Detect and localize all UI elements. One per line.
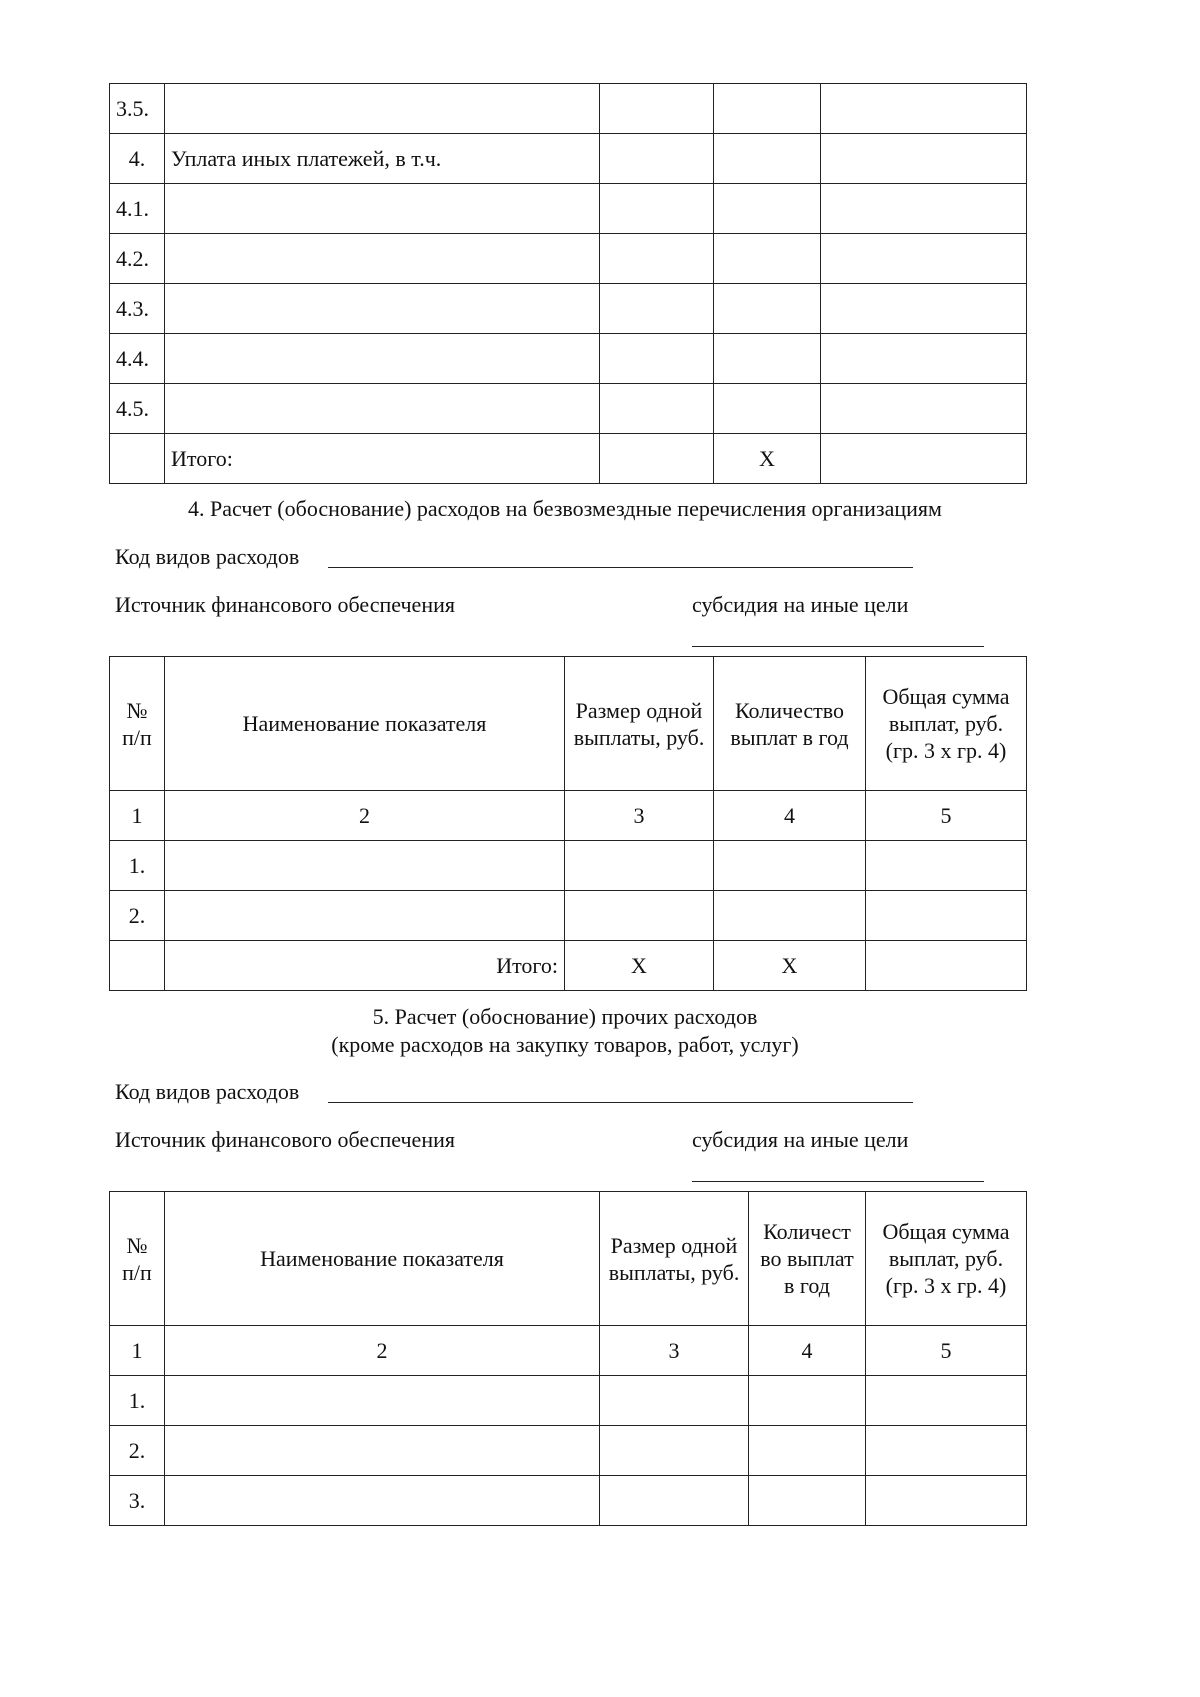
row-name [165,184,600,234]
section5-title-line2: (кроме расходов на закупку товаров, работ, услуг) [331,1032,799,1057]
row-number [110,434,165,484]
row-number: 4.1. [110,184,165,234]
header-total: Общая сумма выплат, руб. (гр. 3 x гр. 4) [866,657,1027,791]
section4-code-label: Код видов расходов [115,544,300,569]
table-row [110,134,1027,184]
column-number-row [110,791,1027,841]
table-row [110,284,1027,334]
total-cell: X [714,434,821,484]
table-row [110,1376,1027,1426]
table-header-row [110,1192,1027,1326]
row-cell [821,184,1027,234]
section5-title-line1: 5. Расчет (обоснование) прочих расходов [372,1004,758,1029]
row-cell [821,84,1027,134]
table-top [109,83,1027,484]
column-number: 4 [714,791,866,841]
row-cell [600,134,714,184]
header-name: Наименование показателя [165,1192,600,1326]
row-cell [821,334,1027,384]
row-cell [600,84,714,134]
total-cell [866,941,1027,991]
row-cell [714,84,821,134]
section5-source-label: Источник финансового обеспечения [115,1127,455,1152]
row-cell [821,234,1027,284]
row-cell [714,891,866,941]
row-name [165,841,565,891]
row-cell [866,1476,1027,1526]
section4-table [109,656,1027,991]
row-name [165,284,600,334]
row-cell [600,1476,749,1526]
column-number: 4 [749,1326,866,1376]
section5-table [109,1191,1027,1526]
total-row [110,941,1027,991]
column-number: 1 [110,1326,165,1376]
row-cell [714,841,866,891]
header-count: Количество выплат в год [714,657,866,791]
row-name [165,334,600,384]
row-name [165,1426,600,1476]
row-name [165,84,600,134]
row-number: 2. [110,891,165,941]
row-name [165,384,600,434]
row-number: 4.5. [110,384,165,434]
row-cell [866,841,1027,891]
row-number: 3.5. [110,84,165,134]
table-row [110,234,1027,284]
column-number: 2 [165,1326,600,1376]
total-cell: X [565,941,714,991]
row-cell [714,284,821,334]
row-cell [600,334,714,384]
row-cell [749,1426,866,1476]
column-number: 5 [866,791,1027,841]
row-number: 1. [110,1376,165,1426]
row-cell [600,184,714,234]
total-label: Итого: [165,434,600,484]
row-cell [821,134,1027,184]
column-number: 1 [110,791,165,841]
row-cell [821,384,1027,434]
row-cell [714,334,821,384]
section5-source-line [692,1181,984,1182]
header-count: Количест во выплат в год [749,1192,866,1326]
row-name [165,1476,600,1526]
header-num: № п/п [110,1192,165,1326]
section5-code-line [328,1102,913,1103]
row-cell [866,1426,1027,1476]
row-cell [600,234,714,284]
row-number: 4.4. [110,334,165,384]
row-cell [600,1426,749,1476]
table-header-row [110,657,1027,791]
row-cell [600,284,714,334]
total-label: Итого: [165,941,565,991]
header-size: Размер одной выплаты, руб. [565,657,714,791]
column-number: 3 [565,791,714,841]
section4-code-line [328,567,913,568]
table-row [110,1476,1027,1526]
column-number: 2 [165,791,565,841]
row-cell [866,891,1027,941]
row-cell [749,1476,866,1526]
row-cell [714,384,821,434]
row-cell [565,841,714,891]
row-name [165,1376,600,1426]
header-name: Наименование показателя [165,657,565,791]
row-cell [714,134,821,184]
table-row [110,384,1027,434]
header-total: Общая сумма выплат, руб. (гр. 3 x гр. 4) [866,1192,1027,1326]
table-row [110,841,1027,891]
row-name [165,891,565,941]
column-number: 3 [600,1326,749,1376]
row-cell [600,384,714,434]
row-cell [749,1376,866,1426]
row-name: Уплата иных платежей, в т.ч. [165,134,600,184]
row-number: 2. [110,1426,165,1476]
row-number: 4. [110,134,165,184]
table-row [110,184,1027,234]
header-num: № п/п [110,657,165,791]
section4-source-label: Источник финансового обеспечения [115,592,455,617]
section4-source-line [692,646,984,647]
row-number: 3. [110,1476,165,1526]
table-row [110,1426,1027,1476]
section5-source-value: субсидия на иные цели [692,1127,909,1152]
row-cell [714,234,821,284]
row-cell [600,434,714,484]
row-number [110,941,165,991]
row-number: 4.2. [110,234,165,284]
row-cell [600,1376,749,1426]
header-size: Размер одной выплаты, руб. [600,1192,749,1326]
row-cell [714,184,821,234]
row-cell [866,1376,1027,1426]
total-row [110,434,1027,484]
table-row [110,84,1027,134]
section4-source-value: субсидия на иные цели [692,592,909,617]
row-cell [821,284,1027,334]
row-cell [821,434,1027,484]
row-number: 4.3. [110,284,165,334]
column-number-row [110,1326,1027,1376]
section5-code-label: Код видов расходов [115,1079,300,1104]
column-number: 5 [866,1326,1027,1376]
total-cell: X [714,941,866,991]
table-row [110,891,1027,941]
section4-title: 4. Расчет (обоснование) расходов на безвозмездные перечисления организациям [188,496,942,521]
row-cell [565,891,714,941]
row-name [165,234,600,284]
table-row [110,334,1027,384]
row-number: 1. [110,841,165,891]
